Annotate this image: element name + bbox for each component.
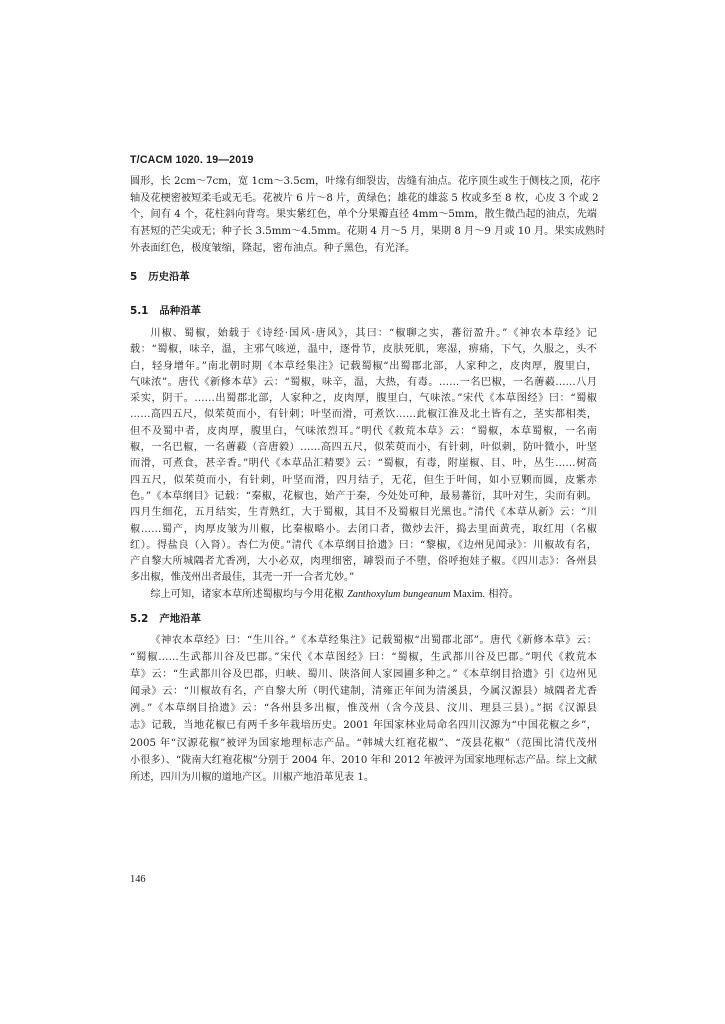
text-line: 而滑，可煮食，甚辛香。”明代《本草品汇精要》云：“蜀椒，有毒，附崖椒、目、叶，丛生……树高 xyxy=(130,458,597,470)
text-line: 红）。得盐良（入肾）。杏仁为使。”清代《本草纲目拾遗》曰：“黎椒，《边州见闻录》：川椒故有名， xyxy=(130,539,597,551)
section-title: 产地沿革 xyxy=(159,613,201,625)
species-name: Zanthoxylum bungeanum xyxy=(347,589,451,600)
section-title: 历史沿革 xyxy=(148,271,190,283)
text-line: 《神农本草经》曰：“生川谷。”《本草经集注》记载蜀椒“出蜀郡北部”。唐代《新修本草》云： xyxy=(150,635,597,646)
page-number: 146 xyxy=(130,874,146,885)
text-line: 有甚短的芒尖或无；种子长 3.5mm～4.5mm。花期 4 月～5 月，果期 8 月～9 月或 10 月。果实成熟时 xyxy=(130,226,606,238)
text-line: 采实，阴干。……出蜀郡北部，人家种之，皮肉厚，腹里白，气味浓。”宋代《本草图经》曰：“蜀椒 xyxy=(130,393,597,405)
section-heading-5-2 xyxy=(130,611,597,627)
text-line: 志》记载，当地花椒已有两千多年栽培历史。2001 年国家林业局命名四川汉源为“中国花椒之乡”， xyxy=(130,720,597,732)
text-line: 圆形，长 2cm～7cm，宽 1cm～3.5cm，叶缘有细裂齿，齿缝有油点。花序顶生或生于侧枝之顶，花序 xyxy=(130,176,601,187)
text-line: 闻录》云：“川椒故有名，产自黎大所（明代建制，清雍正年间为清溪县，今属汉源县）城隅者尤香 xyxy=(130,686,597,698)
intro-paragraph xyxy=(130,174,606,257)
section-heading-5-1 xyxy=(130,303,597,319)
conclusion-suffix: 相符。 xyxy=(485,589,519,600)
conclusion-sentence xyxy=(130,587,597,603)
text-line: 个，间有 4 个，花柱斜向背弯。果实紫红色，单个分果瓣直径 4mm～5mm，散生微凸起的油点，先端 xyxy=(130,209,597,221)
text-line: 多出椒，惟茂州出者最佳，其壳一开一合者尤妙。” xyxy=(130,572,355,584)
text-line: 气味浓”。唐代《新修本草》云：“蜀椒，味辛，温，大热，有毒。……一名巴椒，一名蓎藙……八月 xyxy=(130,376,597,388)
text-line: 色。”《本草纲目》记载：“秦椒，花椒也，始产于秦，今处处可种，最易蕃衍，其叶对生，尖而有刺。 xyxy=(130,490,597,502)
section-heading-5 xyxy=(130,269,597,285)
text-line: ……高四五尺，似茱萸而小，有针刺；叶坚而滑，可煮饮……此椒江淮及北土皆有之，茎实都相类， xyxy=(130,409,597,421)
origin-history-paragraph xyxy=(130,632,597,786)
section-title: 品种沿革 xyxy=(159,305,201,317)
text-line: 外表面红色，极度皱缩，隆起，密布油点。种子黑色，有光泽。 xyxy=(130,242,416,254)
section-number: 5.1 xyxy=(130,305,149,317)
variety-history-paragraph xyxy=(130,326,597,587)
section-number: 5.2 xyxy=(130,613,149,625)
text-line: 川椒、蜀椒，始载于《诗经·国风·唐风》，其曰：“椒聊之实，蕃衍盈升。”《神农本草经》记 xyxy=(150,328,597,339)
document-code-header: T/CACM 1020. 19—2019 xyxy=(130,154,254,166)
text-line: 草》云：“生武都川谷及巴郡，归峡、蜀川、陕洛间人家园圃多种之。”《本草纲目拾遗》引《边州见 xyxy=(130,669,597,681)
text-line: 四月生细花，五月结实，生青熟红，大于蜀椒，其目不及蜀椒目光黑也。”清代《本草从新》云：“川 xyxy=(130,507,597,519)
text-line: 产自黎大所城隅者尤香冽，大小必双，肉理细密，罅裂而子不堕，俗呼抱娃子椒。《四川志》：各州县 xyxy=(130,556,597,568)
text-line: 轴及花梗密被短柔毛或无毛。花被片 6 片～8 片，黄绿色；雄花的雄蕊 5 枚或多至 8 枚，心皮 3 个或 2 xyxy=(130,192,599,204)
text-line: 载：“蜀椒，味辛，温，主邪气咳逆，温中，逐骨节，皮肤死肌，寒湿，痹痛，下气，久服之，头不 xyxy=(130,344,597,356)
text-line: 2005 年“汉源花椒”被评为国家地理标志产品。“韩城大红袍花椒”、“茂县花椒”（范围比清代茂州 xyxy=(130,737,597,749)
text-line: 冽。”《本草纲目拾遗》云：“各州县多出椒，惟茂州（含今茂县、汶川、理县三县）。”据《汉源县 xyxy=(130,703,597,715)
text-line: 但不及蜀中者，皮肉厚，腹里白，气味浓烈耳。”明代《救荒本草》云：“蜀椒，本草蜀椒，一名南 xyxy=(130,425,597,437)
text-line: 白，轻身增年。”南北朝时期《本草经集注》记载蜀椒“出蜀郡北部，人家种之，皮肉厚，腹里白， xyxy=(130,360,597,372)
text-line: 所述，四川为川椒的道地产区。川椒产地沿革见表 1。 xyxy=(130,771,375,783)
text-line: 椒，一名巴椒，一名蓎藙（音唐毅）……高四五尺，似茱萸而小，有针刺，叶似刺，防叶微小，叶坚 xyxy=(130,442,597,454)
text-line: 小很多）、“陇南大红袍花椒”分别于 2004 年、2010 年和 2012 年被评为国家地理标志产品。综上文献 xyxy=(130,754,597,766)
section-number: 5 xyxy=(130,271,138,283)
text-line: 四五尺，似茱萸而小，有针刺，叶坚而滑，四月结子，无花，但生于叶间，如小豆颗而圆，皮紫赤 xyxy=(130,474,597,486)
text-line: “蜀椒……生武都川谷及巴郡。”宋代《本草图经》曰：“蜀椒，生武都川谷及巴郡。”明代《救荒本 xyxy=(130,652,597,664)
text-line: 椒……蜀产，肉厚皮皱为川椒，比秦椒略小。去闭口者，微炒去汗，捣去里面黄壳，取红用（名椒 xyxy=(130,523,597,535)
conclusion-prefix: 综上可知，诸家本草所述蜀椒均与今用花椒 xyxy=(150,589,348,600)
species-authority: Maxim. xyxy=(450,589,486,600)
